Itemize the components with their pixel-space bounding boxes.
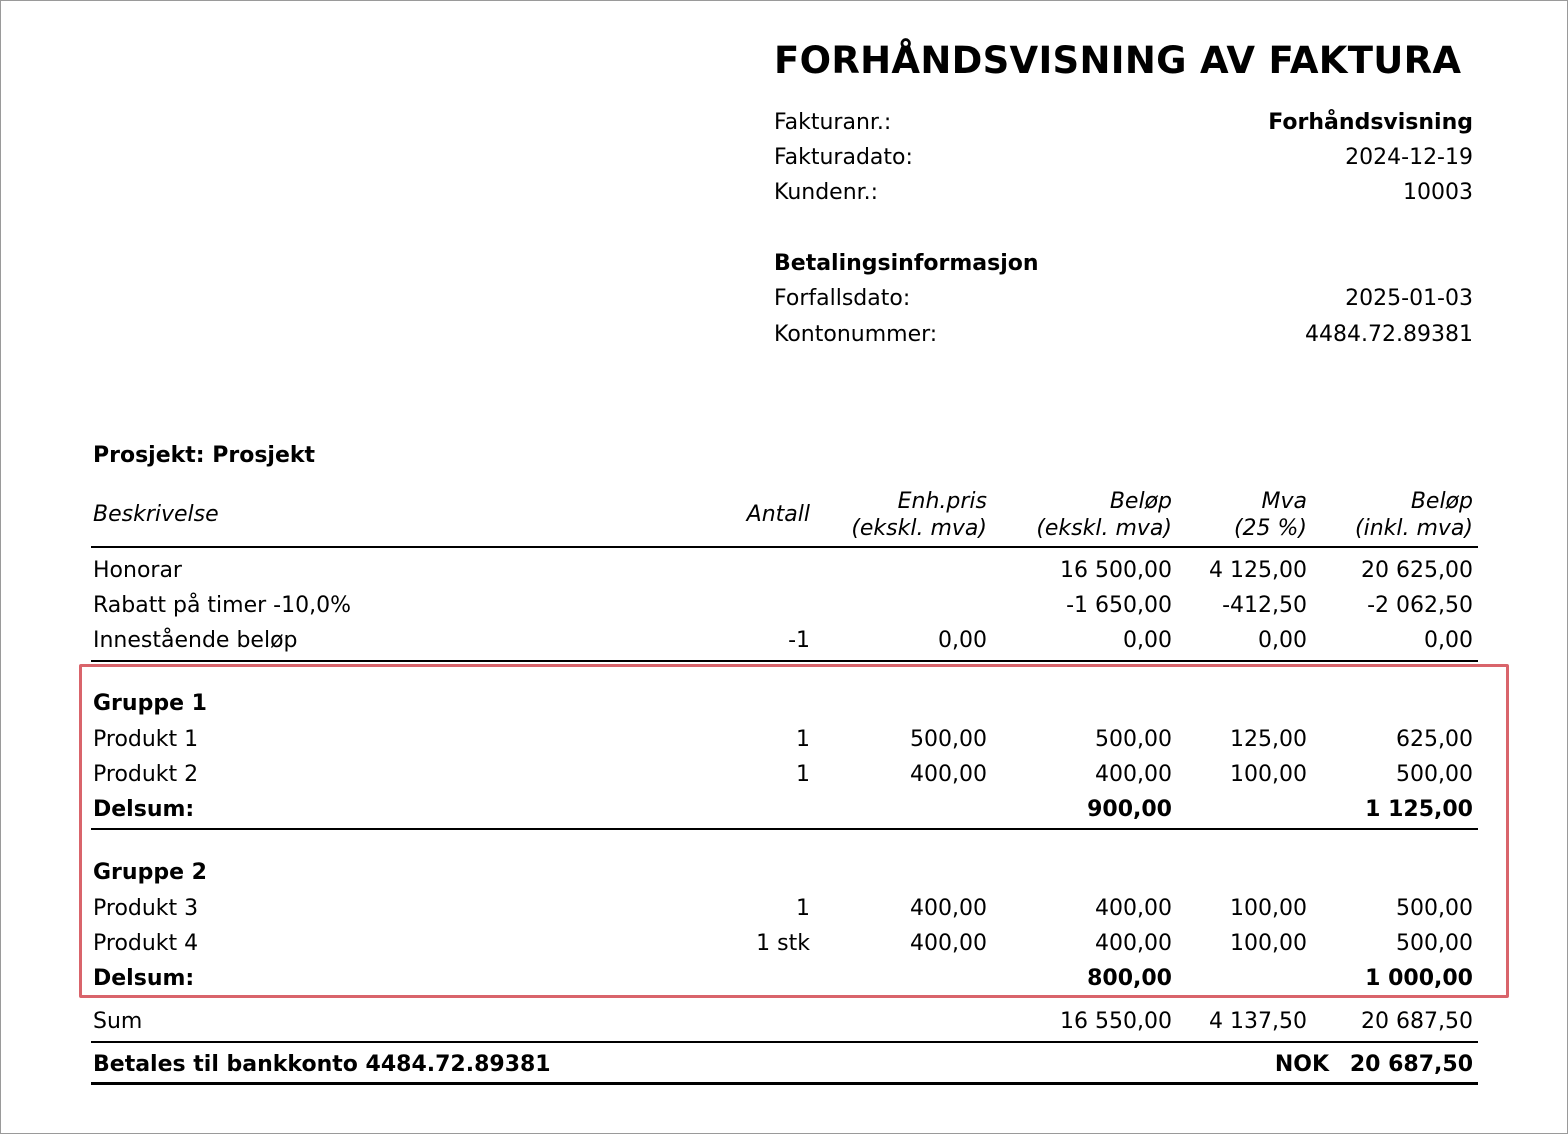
document-title: FORHÅNDSVISNING AV FAKTURA bbox=[774, 39, 1462, 82]
invoice-number-label: Fakturanr.: bbox=[774, 110, 892, 135]
row-unit-price: 0,00 bbox=[938, 628, 987, 653]
row-vat: 125,00 bbox=[1230, 727, 1307, 752]
col-header-amount-incl-line2: (inkl. mva) bbox=[1355, 516, 1473, 541]
row-amount-incl: 0,00 bbox=[1424, 628, 1473, 653]
row-amount-incl: 625,00 bbox=[1396, 727, 1473, 752]
subtotal-amount-incl: 1 000,00 bbox=[1365, 966, 1473, 991]
col-header-vat bbox=[1234, 488, 1307, 542]
col-header-unit-price-line1: Enh.pris bbox=[897, 489, 987, 514]
row-amount-excl: 400,00 bbox=[1095, 931, 1172, 956]
invoice-date-value: 2024-12-19 bbox=[1345, 145, 1473, 170]
col-header-amount-incl-line1: Beløp bbox=[1410, 489, 1473, 514]
subtotal-amount-incl: 1 125,00 bbox=[1365, 797, 1473, 822]
row-amount-excl: -1 650,00 bbox=[1066, 593, 1172, 618]
payment-currency: NOK bbox=[1274, 1052, 1329, 1077]
col-header-amount-excl-line2: (ekskl. mva) bbox=[1036, 516, 1172, 541]
row-vat: 100,00 bbox=[1230, 931, 1307, 956]
payment-info-heading: Betalingsinformasjon bbox=[774, 251, 1039, 276]
subtotal-amount-excl: 800,00 bbox=[1087, 966, 1172, 991]
row-description: Produkt 4 bbox=[93, 931, 199, 956]
sum-vat: 4 137,50 bbox=[1209, 1009, 1307, 1034]
subtotal-label: Delsum: bbox=[93, 966, 195, 991]
due-date-label: Forfallsdato: bbox=[774, 286, 911, 311]
total-rule bbox=[91, 1082, 1478, 1085]
due-date-value: 2025-01-03 bbox=[1345, 286, 1473, 311]
row-amount-excl: 0,00 bbox=[1123, 628, 1172, 653]
account-number-label: Kontonummer: bbox=[774, 322, 938, 347]
subtotal-label: Delsum: bbox=[93, 797, 195, 822]
row-quantity: 1 bbox=[796, 762, 810, 787]
invoice-date-label: Fakturadato: bbox=[774, 145, 913, 170]
row-amount-excl: 16 500,00 bbox=[1060, 558, 1172, 583]
row-vat: -412,50 bbox=[1222, 593, 1307, 618]
row-vat: 0,00 bbox=[1258, 628, 1307, 653]
row-quantity: -1 bbox=[788, 628, 810, 653]
row-amount-incl: 500,00 bbox=[1396, 931, 1473, 956]
customer-number-label: Kundenr.: bbox=[774, 180, 879, 205]
row-description: Innestående beløp bbox=[93, 628, 298, 653]
col-header-unit-price bbox=[851, 488, 987, 542]
row-amount-excl: 400,00 bbox=[1095, 896, 1172, 921]
row-description: Produkt 3 bbox=[93, 896, 199, 921]
row-description: Produkt 2 bbox=[93, 762, 199, 787]
row-amount-excl: 500,00 bbox=[1095, 727, 1172, 752]
subtotal-rule bbox=[91, 828, 1478, 830]
row-unit-price: 500,00 bbox=[910, 727, 987, 752]
row-description: Honorar bbox=[93, 558, 182, 583]
account-number-value: 4484.72.89381 bbox=[1305, 322, 1473, 347]
row-description: Produkt 1 bbox=[93, 727, 199, 752]
col-header-amount-excl-line1: Beløp bbox=[1109, 489, 1172, 514]
row-vat: 100,00 bbox=[1230, 762, 1307, 787]
col-header-quantity: Antall bbox=[746, 502, 810, 527]
lines-rule bbox=[91, 660, 1478, 662]
project-title: Prosjekt: Prosjekt bbox=[93, 443, 316, 468]
invoice-number-value: Forhåndsvisning bbox=[1268, 110, 1473, 135]
row-amount-incl: 500,00 bbox=[1396, 896, 1473, 921]
col-header-amount-incl bbox=[1355, 488, 1473, 542]
row-vat: 100,00 bbox=[1230, 896, 1307, 921]
row-vat: 4 125,00 bbox=[1209, 558, 1307, 583]
row-description: Rabatt på timer -10,0% bbox=[93, 593, 351, 618]
group-title: Gruppe 1 bbox=[93, 691, 207, 716]
row-unit-price: 400,00 bbox=[910, 762, 987, 787]
col-header-unit-price-line2: (ekskl. mva) bbox=[851, 516, 987, 541]
row-quantity: 1 bbox=[796, 727, 810, 752]
sum-amount-excl: 16 550,00 bbox=[1060, 1009, 1172, 1034]
col-header-vat-line1: Mva bbox=[1261, 489, 1307, 514]
group-title: Gruppe 2 bbox=[93, 860, 207, 885]
row-quantity: 1 stk bbox=[756, 931, 810, 956]
col-header-description: Beskrivelse bbox=[93, 502, 219, 527]
sum-label: Sum bbox=[93, 1009, 143, 1034]
header-rule bbox=[91, 546, 1478, 548]
col-header-amount-excl bbox=[1036, 488, 1172, 542]
row-amount-excl: 400,00 bbox=[1095, 762, 1172, 787]
payment-line-label: Betales til bankkonto 4484.72.89381 bbox=[93, 1052, 551, 1077]
row-quantity: 1 bbox=[796, 896, 810, 921]
payment-total-amount: 20 687,50 bbox=[1349, 1052, 1473, 1077]
customer-number-value: 10003 bbox=[1403, 180, 1473, 205]
row-amount-incl: 20 625,00 bbox=[1361, 558, 1473, 583]
col-header-vat-line2: (25 %) bbox=[1233, 516, 1307, 541]
sum-rule bbox=[91, 1041, 1478, 1043]
sum-amount-incl: 20 687,50 bbox=[1361, 1009, 1473, 1034]
row-amount-incl: -2 062,50 bbox=[1367, 593, 1473, 618]
row-unit-price: 400,00 bbox=[910, 931, 987, 956]
row-unit-price: 400,00 bbox=[910, 896, 987, 921]
row-amount-incl: 500,00 bbox=[1396, 762, 1473, 787]
subtotal-amount-excl: 900,00 bbox=[1087, 797, 1172, 822]
